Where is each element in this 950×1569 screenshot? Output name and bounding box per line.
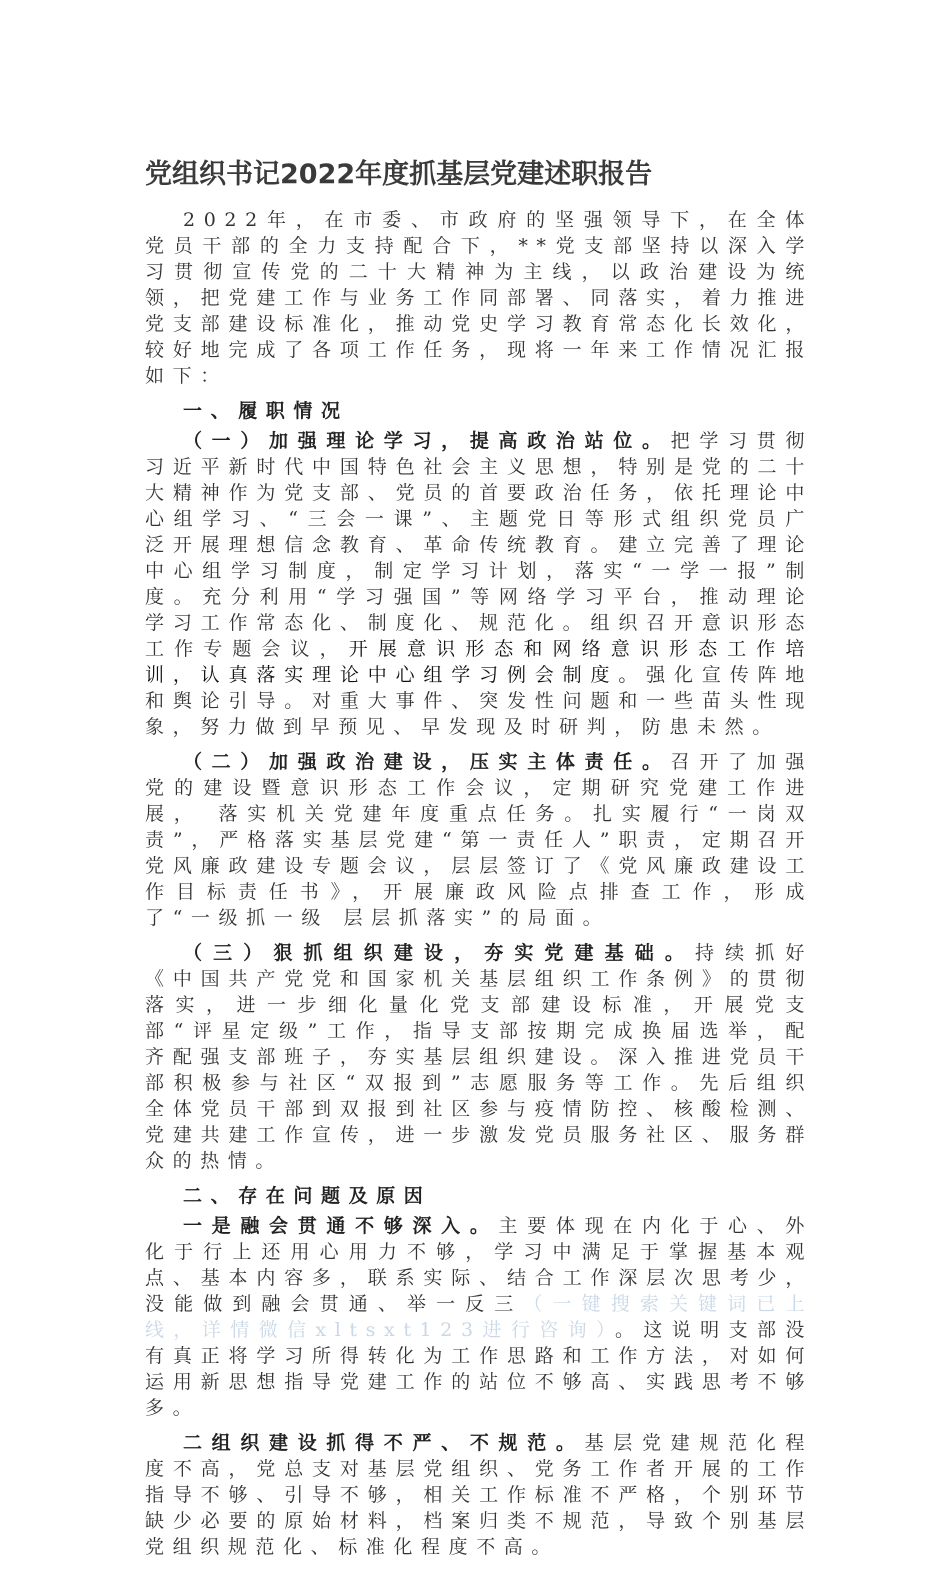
section-heading: 二、存在问题及原因 <box>183 1185 432 1207</box>
paragraph-lead: 一是融会贯通不够深入。 <box>183 1215 499 1237</box>
paragraph-text: 。这说明支部没有真正将学习所得转化为工作思路和工作方法，对如何运用新思想指导党建工作的站位不够高、实践思考不够多。 <box>145 1319 814 1419</box>
paragraph-lead: 二组织建设抓得不严、不规范。 <box>183 1432 585 1454</box>
paragraph-problem-2 <box>145 1430 813 1560</box>
paragraph-lead: （二）加强政治建设，压实主体责任。 <box>183 751 671 773</box>
paragraph-theory-study <box>145 428 813 740</box>
paragraph-text: 强化宣传阵地和舆论引导。对重大事件、突发性问题和一些苗头性现象，努力做到早预见、早发现及时研判，防患未然。 <box>145 664 813 738</box>
paragraph-text-emphasis: 开展意识形态和网络意识形态工作培训，认真落实理论中心组学习例会制度。 <box>145 638 813 686</box>
paragraph-text: 召开了加强党的建设暨意识形态工作会议，定期研究党建工作进展， 落实机关党建年度重点任务。扎实履行“一岗双责”，严格落实基层党建“第一责任人”职责，定期召开党风廉政建设专题会议，层层签订了《党风廉政建设工作目标责任书》，开展廉政风险点排查工作，形成了“一级抓一级 层层抓落实”的局面。 <box>145 751 813 929</box>
paragraph-problem-1 <box>145 1213 813 1421</box>
paragraph-lead: （一）加强理论学习，提高政治站位。 <box>183 430 671 452</box>
paragraph-organization-building <box>145 940 813 1174</box>
document-page <box>145 155 813 1569</box>
paragraph-text: 主要体现在内化于心、外化于行上还用心用力不够，学习中满足于掌握基本观点、基本内容多，联系实际、结合工作深层次思考少，没能做到融会贯通、举一反三 <box>145 1215 813 1315</box>
paragraph-political-building <box>145 749 813 931</box>
paragraph-lead: （三）狠抓组织建设，夯实党建基础。 <box>183 942 696 964</box>
section-heading: 一、履职情况 <box>183 400 349 422</box>
paragraph-text: 持续抓好《中国共产党党和国家机关基层组织工作条例》的贯彻落实，进一步细化量化党支部建设标准，开展党支部“评星定级”工作，指导支部按期完成换届选举，配齐配强支部班子，夯实基层组织建设。深入推进党员干部积极参与社区“双报到”志愿服务等工作。先后组织全体党员干部到双报到社区参与疫情防控、核酸检测、党建共建工作宣传，进一步激发党员服务社区、服务群众的热情。 <box>145 942 814 1172</box>
paragraph-text: 基层党建规范化程度不高，党总支对基层党组织、党务工作者开展的工作指导不够、引导不够，相关工作标准不严格，个别环节缺少必要的原始材料，档案归类不规范，导致个别基层党组织规范化、标准化程度不高。 <box>145 1432 813 1558</box>
paragraph-text: 把学习贯彻习近平新时代中国特色社会主义思想，特别是党的二十大精神作为党支部、党员的首要政治任务，依托理论中心组学习、“三会一课”、主题党日等形式组织党员广泛开展理想信念教育、革命传统教育。建立完善了理论中心组学习制度，制定学习计划，落实“一学一报”制度。充分利用“学习强国”等网络学习平台，推动理论学习工作常态化、制度化、规范化。组织召开意识形态工作专题会议， <box>145 430 813 660</box>
intro-paragraph: 2022年，在市委、市政府的坚强领导下，在全体党员干部的全力支持配合下，**党支部坚持以深入学习贯彻宣传党的二十大精神为主线，以政治建设为统领，把党建工作与业务工作同部署、同落实，着力推进党支部建设标准化，推动党史学习教育常态化长效化，较好地完成了各项工作任务，现将一年来工作情况汇报如下： <box>145 209 813 387</box>
document-title: 党组织书记2022年度抓基层党建述职报告 <box>145 159 653 190</box>
watermark-note: （一键搜索关键词已上线，详情微信xltsxt123进行咨询） <box>145 1293 813 1341</box>
